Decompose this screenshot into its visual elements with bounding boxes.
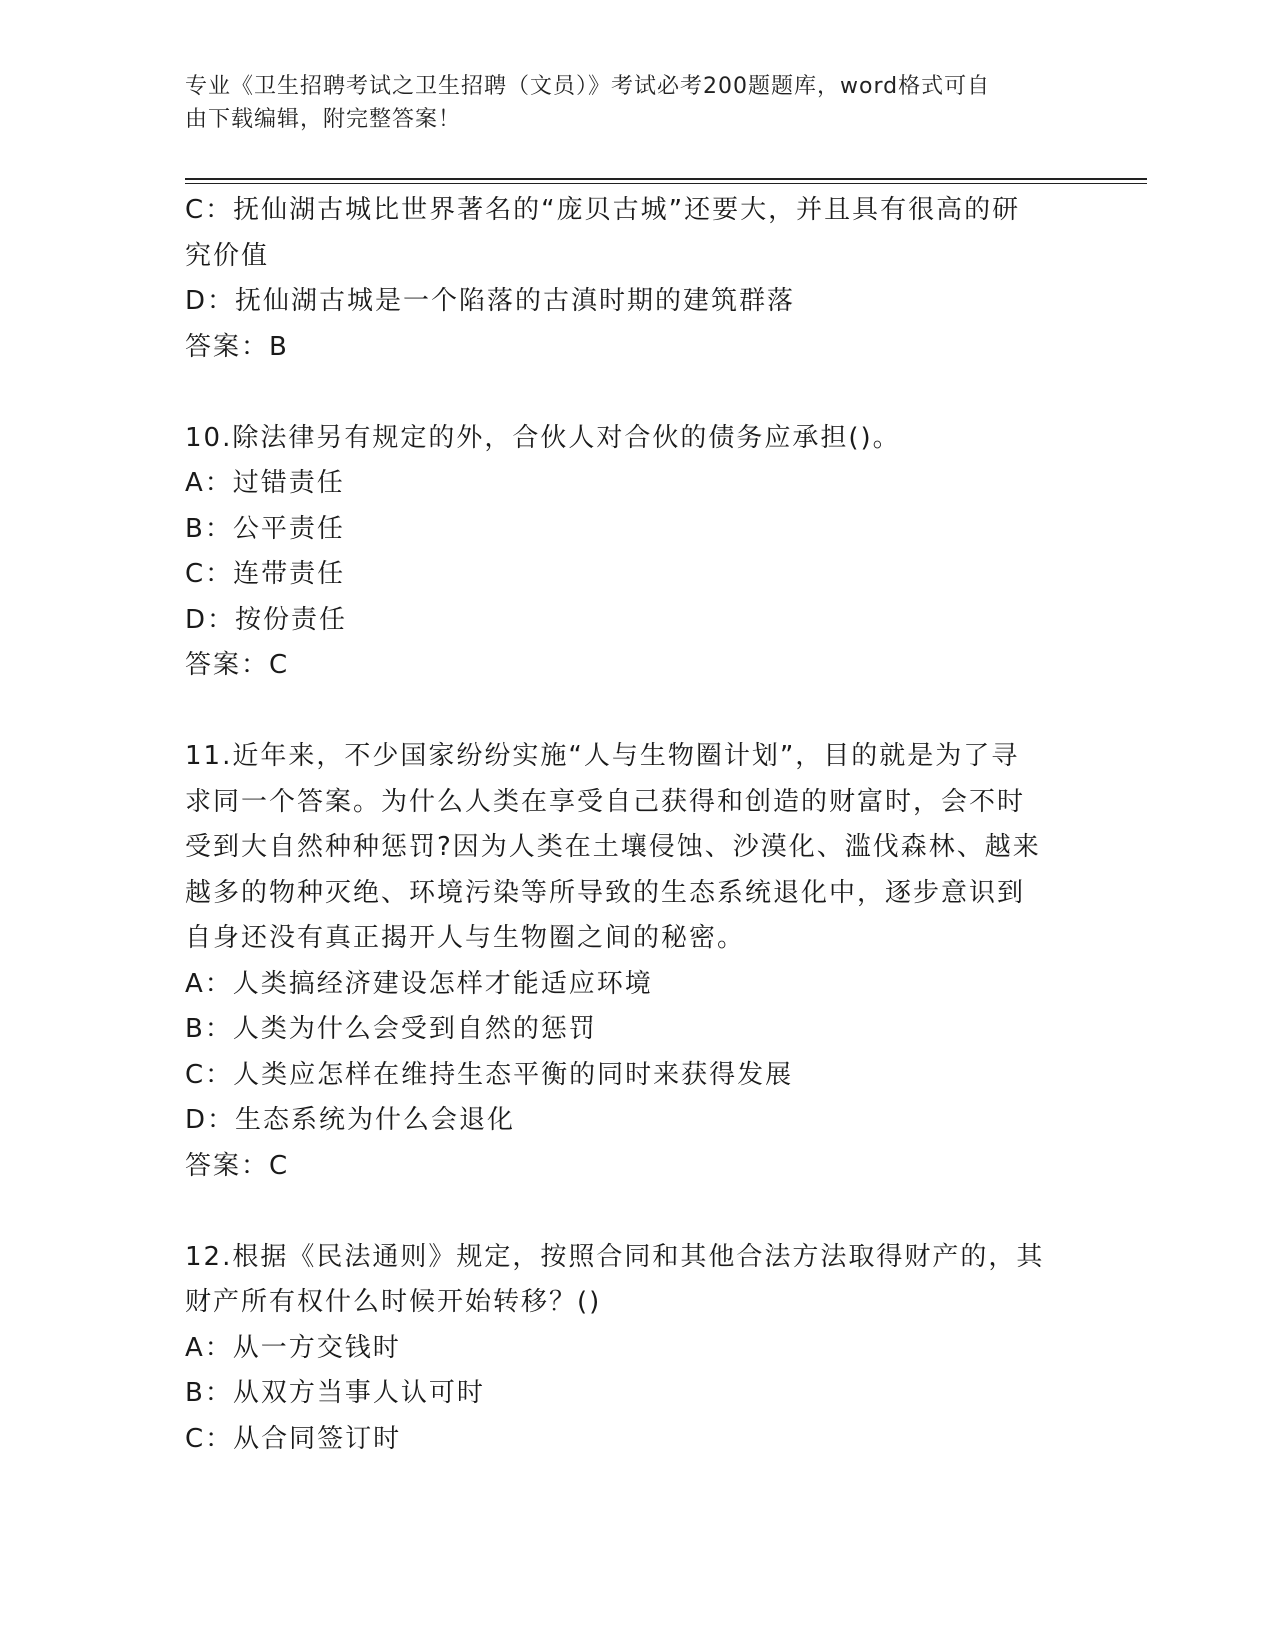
question-10	[185, 416, 1085, 689]
option-b: B：公平责任	[185, 513, 345, 544]
option-a: A：过错责任	[185, 468, 345, 498]
option-d: D：按份责任	[185, 604, 348, 635]
question-text-line-1: 12.根据《民法通则》规定，按照合同和其他合法方法取得财产的，其	[185, 1241, 1045, 1272]
question-12	[185, 1235, 1085, 1463]
spacer	[185, 1189, 1085, 1235]
option-b: B：人类为什么会受到自然的惩罚	[185, 1014, 597, 1044]
option-a: A：从一方交钱时	[185, 1332, 401, 1363]
spacer	[185, 689, 1085, 735]
option-d: D：生态系统为什么会退化	[185, 1105, 516, 1135]
option-c: C：人类应怎样在维持生态平衡的同时来获得发展	[185, 1059, 794, 1090]
question-text-line-1: 11.近年来，不少国家纷纷实施“人与生物圈计划”，目的就是为了寻	[185, 741, 1020, 771]
question-text-line-5: 自身还没有真正揭开人与生物圈之间的秘密。	[185, 923, 746, 953]
question-text-line-2: 财产所有权什么时候开始转移？()	[185, 1287, 602, 1317]
option-c-line-1: C：抚仙湖古城比世界著名的“庞贝古城”还要大，并且具有很高的研	[185, 195, 1021, 225]
option-d: D：抚仙湖古城是一个陷落的古滇时期的建筑群落	[185, 286, 796, 316]
answer-line: 答案：C	[185, 1150, 290, 1181]
answer-line: 答案：C	[185, 650, 290, 680]
header-divider-thick	[185, 178, 1147, 180]
header-line-2: 由下载编辑，附完整答案！	[185, 107, 462, 132]
option-c: C：从合同签订时	[185, 1423, 402, 1454]
header-divider-thin	[185, 183, 1147, 184]
question-text: 10.除法律另有规定的外，合伙人对合伙的债务应承担()。	[185, 422, 901, 453]
option-b: B：从双方当事人认可时	[185, 1378, 485, 1408]
question-text-line-3: 受到大自然种种惩罚?因为人类在土壤侵蚀、沙漠化、滥伐森林、越来	[185, 832, 1041, 862]
question-text-line-2: 求同一个答案。为什么人类在享受自己获得和创造的财富时，会不时	[185, 786, 1026, 817]
option-c-line-2: 究价值	[185, 240, 270, 271]
previous-question-tail	[185, 188, 1085, 370]
option-a: A：人类搞经济建设怎样才能适应环境	[185, 968, 653, 999]
question-11	[185, 734, 1085, 1189]
question-text-line-4: 越多的物种灭绝、环境污染等所导致的生态系统退化中，逐步意识到	[185, 877, 1026, 908]
option-c: C：连带责任	[185, 559, 346, 589]
question-content	[185, 188, 1085, 1462]
spacer	[185, 370, 1085, 416]
header-line-1: 专业《卫生招聘考试之卫生招聘（文员）》考试必考200题题库，word格式可自	[185, 74, 991, 99]
answer-line: 答案：B	[185, 331, 289, 362]
page-header	[185, 70, 1065, 136]
